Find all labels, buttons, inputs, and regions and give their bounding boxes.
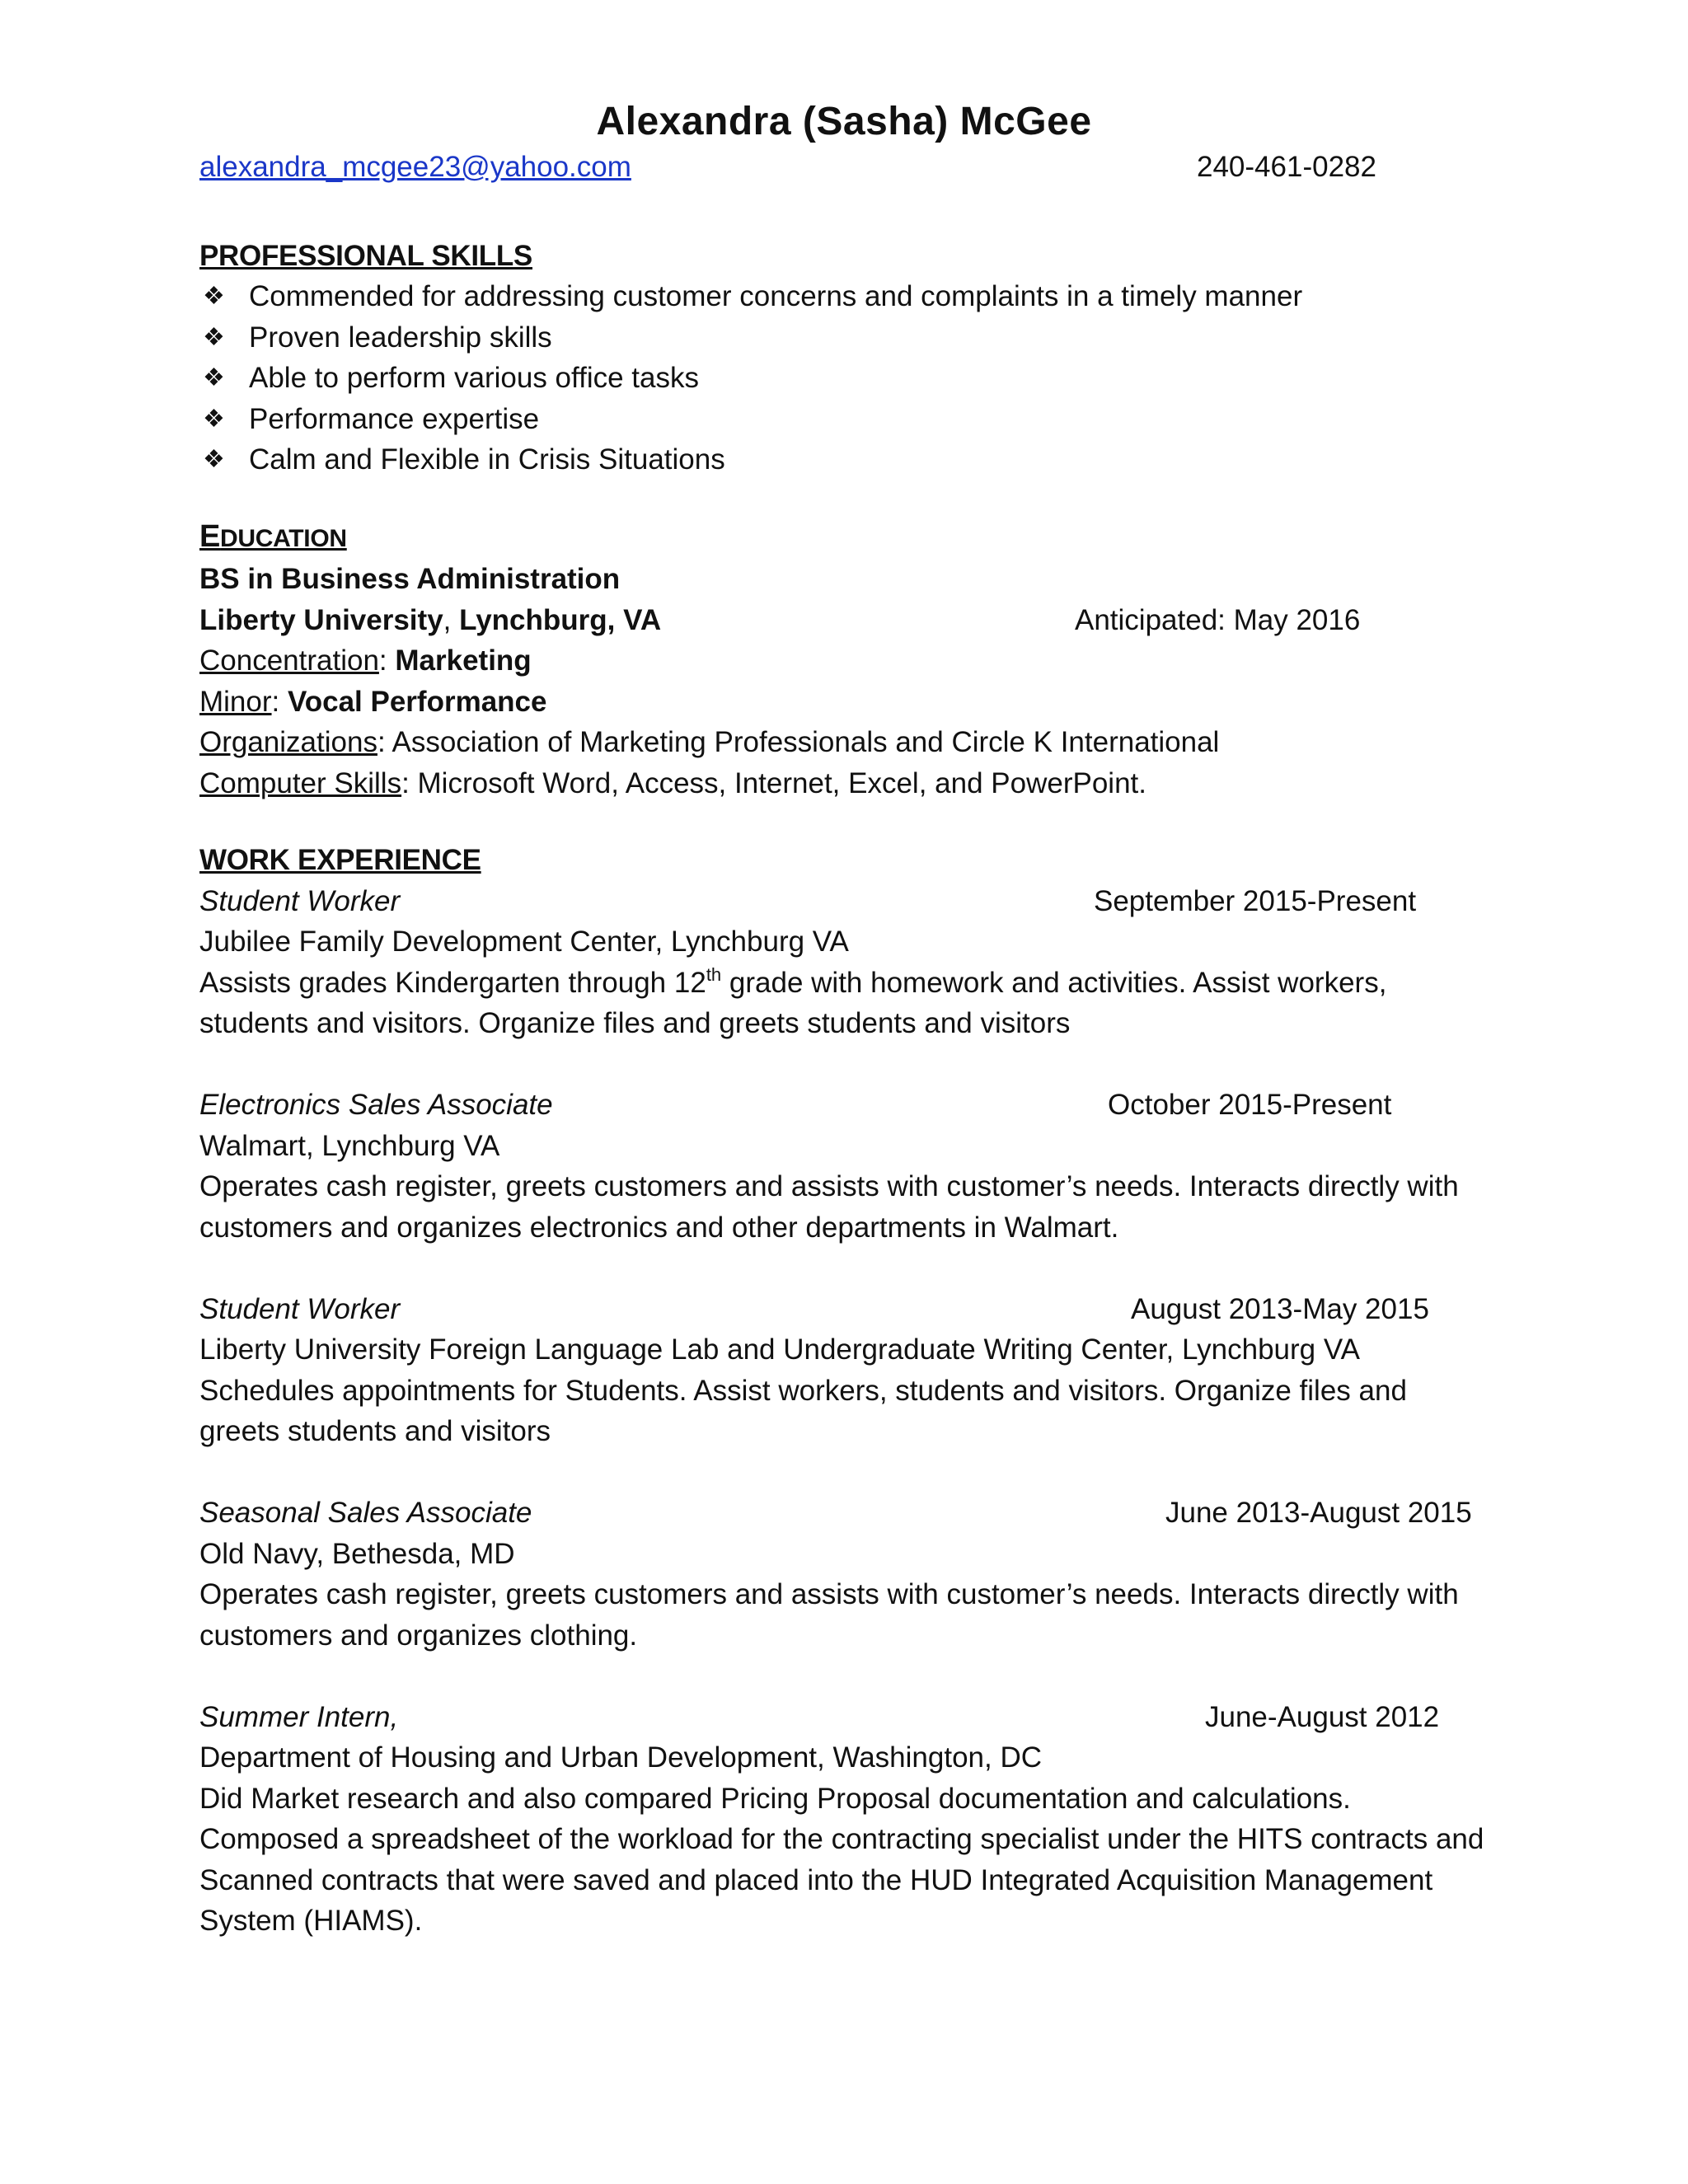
diamond-bullet-icon: ❖ (203, 446, 225, 473)
organizations-label: Organizations (199, 726, 377, 758)
minor-label: Minor (199, 685, 272, 718)
job-description: Did Market research and also compared Pricing Proposal documentation and calculations. Composed a spreadsheet of the workload for the contracting specialist under the HITS contracts and Scanned contracts that were saved and placed into the HUD Integrated Acquisition Management System (HIAMS). (199, 1782, 1484, 1937)
work-heading: WORK EXPERIENCE (199, 844, 481, 876)
job-org: Jubilee Family Development Center, Lynchburg VA (199, 926, 849, 958)
organizations-row: Organizations: Association of Marketing Professionals and Circle K International (199, 726, 1220, 758)
school-name: Liberty University (199, 603, 443, 636)
diamond-bullet-icon: ❖ (203, 283, 225, 310)
concentration-value: Marketing (395, 644, 532, 677)
job-org: Walmart, Lynchburg VA (199, 1129, 500, 1162)
minor-row: Minor: Vocal Performance (199, 685, 547, 718)
job-org: Department of Housing and Urban Development, Washington, DC (199, 1741, 1043, 1774)
job-title: Student Worker (199, 1292, 401, 1325)
computer-skills-row: Computer Skills: Microsoft Word, Access, Internet, Excel, and PowerPoint. (199, 766, 1146, 799)
resume-content (199, 97, 1502, 1942)
anticipated-date: Anticipated: May 2016 (1075, 603, 1361, 636)
job-dates: September 2015-Present (1094, 884, 1417, 917)
skill-item: ❖ Calm and Flexible in Crisis Situations (199, 439, 1502, 480)
job-org: Liberty University Foreign Language Lab and Undergraduate Writing Center, Lynchburg VA (199, 1333, 1360, 1366)
skill-item: ❖ Commended for addressing customer concerns and complaints in a timely manner (199, 276, 1502, 317)
degree: BS in Business Administration (199, 563, 621, 595)
job-description: Assists grades Kindergarten through 12th grade with homework and activities. Assist workers, students and visitors. Organize files and greets students and visitors (199, 963, 1387, 1039)
computer-skills-label: Computer Skills (199, 766, 402, 799)
job-dates: June 2013-August 2015 (1165, 1497, 1472, 1529)
diamond-bullet-icon: ❖ (203, 323, 225, 351)
job-dates: June-August 2012 (1205, 1700, 1440, 1733)
job-title: Electronics Sales Associate (199, 1089, 553, 1121)
email-link[interactable]: alexandra_mcgee23@yahoo.com (199, 151, 631, 183)
job-description: Operates cash register, greets customers and assists with customer’s needs. Interacts directly with customers and organizes clothing. (199, 1578, 1459, 1652)
school-location: Lynchburg, VA (459, 603, 662, 636)
job-dates: August 2013-May 2015 (1131, 1292, 1429, 1325)
skill-item: ❖ Proven leadership skills (199, 317, 1502, 359)
skill-item: ❖ Able to perform various office tasks (199, 358, 1502, 399)
phone-number: 240-461-0282 (1197, 151, 1376, 183)
job-entry (199, 1289, 1502, 1452)
skills-heading: PROFESSIONAL SKILLS (199, 239, 532, 272)
job-title: Seasonal Sales Associate (199, 1497, 532, 1529)
diamond-bullet-icon: ❖ (203, 364, 225, 391)
job-dates: October 2015-Present (1108, 1089, 1392, 1121)
concentration-row: Concentration: Marketing (199, 644, 532, 677)
education-heading: EDUCATION (199, 518, 347, 554)
school-row: Liberty University, Lynchburg, VA Anticipated: May 2016 (199, 600, 1502, 641)
contact-row (199, 147, 1502, 188)
job-entry (199, 881, 1502, 1044)
minor-value: Vocal Performance (287, 685, 547, 718)
job-title: Summer Intern, (199, 1700, 399, 1733)
job-entry (199, 1493, 1502, 1656)
job-title: Student Worker (199, 884, 401, 917)
job-org: Old Navy, Bethesda, MD (199, 1537, 515, 1570)
job-entry (199, 1085, 1502, 1248)
candidate-name: Alexandra (Sasha) McGee (596, 100, 1092, 143)
skills-list (199, 276, 1502, 480)
organizations-value: Association of Marketing Professionals and Circle K International (392, 726, 1220, 758)
job-description: Operates cash register, greets customers and assists with customer’s needs. Interacts directly with customers and organizes electronics and other departments in Walmart. (199, 1170, 1459, 1244)
concentration-label: Concentration (199, 644, 379, 677)
computer-skills-value: Microsoft Word, Access, Internet, Excel, and PowerPoint. (417, 766, 1146, 799)
diamond-bullet-icon: ❖ (203, 405, 225, 433)
job-description: Schedules appointments for Students. Assist workers, students and visitors. Organize files and greets students and visitors (199, 1374, 1407, 1447)
job-entry (199, 1697, 1502, 1942)
skill-item: ❖ Performance expertise (199, 399, 1502, 440)
